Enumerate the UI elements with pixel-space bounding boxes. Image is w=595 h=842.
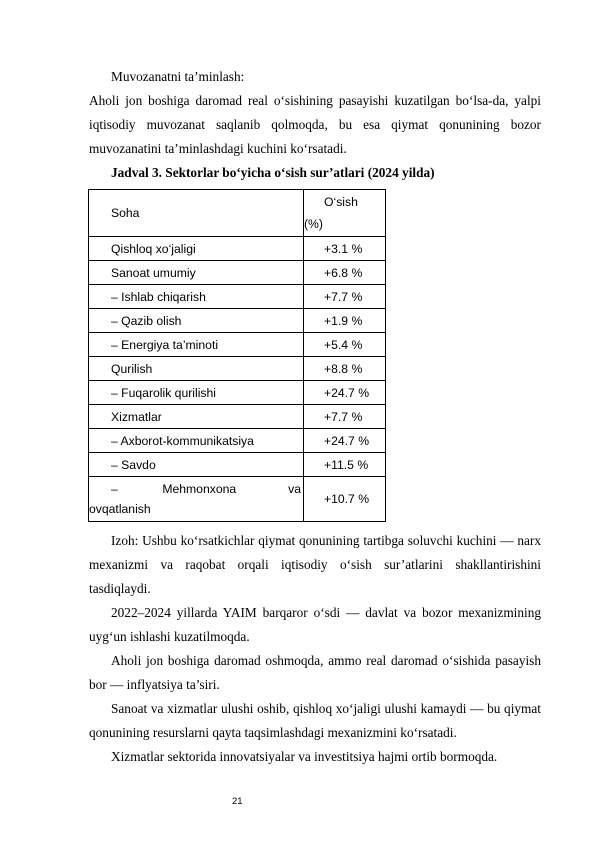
sector-cell: Sanoat umumiy xyxy=(89,261,304,285)
growth-cell: +8.8 % xyxy=(304,357,386,381)
table-row xyxy=(89,477,386,522)
intro-paragraph: Aholi jon boshiga daromad real o‘sishining pasayishi kuzatilgan bo‘lsa-da, yalpi iqtisodiy muvozanat saqlanib qolmoqda, bu esa qiymat qonunining bozor muvozanatini ta’minlashdagi kuchini ko‘rsatadi. xyxy=(89,93,541,156)
sector-cell: – Qazib olish xyxy=(89,309,304,333)
page-number: 21 xyxy=(232,796,243,807)
table-row xyxy=(89,429,386,453)
body-paragraph: 2022–2024 yillarda YAIM barqaror o‘sdi — davlat va bozor mexanizmining uyg‘un ishlashi kuzatilmoqda. xyxy=(89,605,541,644)
header-growth-line1: O‘sish xyxy=(324,195,358,209)
growth-cell: +24.7 % xyxy=(304,429,386,453)
growth-cell: +5.4 % xyxy=(304,333,386,357)
table-row xyxy=(89,309,386,333)
growth-cell: +24.7 % xyxy=(304,381,386,405)
note-paragraph: Izoh: Ushbu ko‘rsatkichlar qiymat qonunining tartibga soluvchi kuchini — narx mexanizmi va raqobat orqali iqtisodiy o‘sish sur’atlarini shakllantirishini tasdiqlaydi. xyxy=(89,533,541,596)
body-paragraph: Xizmatlar sektorida innovatsiyalar va investitsiya hajmi ortib bormoqda. xyxy=(111,749,498,764)
growth-cell: +7.7 % xyxy=(304,285,386,309)
intro-heading: Muvozanatni ta’minlash: xyxy=(111,69,245,84)
growth-cell: +6.8 % xyxy=(304,261,386,285)
sector-cell: Qishloq xo‘jaligi xyxy=(89,237,304,261)
sector-cell-line1: – Mehmonxona va xyxy=(111,482,301,496)
header-sector: Soha xyxy=(89,190,304,237)
sector-cell-line2: ovqatlanish xyxy=(89,502,151,516)
growth-cell: +11.5 % xyxy=(304,453,386,477)
sector-cell: Xizmatlar xyxy=(89,405,304,429)
table-row xyxy=(89,333,386,357)
sector-cell: – Savdo xyxy=(89,453,304,477)
growth-cell: +7.7 % xyxy=(304,405,386,429)
header-growth-line2: (%) xyxy=(304,217,323,231)
sector-cell: – Fuqarolik qurilishi xyxy=(89,381,304,405)
growth-cell: +3.1 % xyxy=(304,237,386,261)
growth-table xyxy=(88,189,386,522)
body-paragraph: Aholi jon boshiga daromad oshmoqda, ammo real daromad o‘sishida pasayish bor — inflyatsiya ta’siri. xyxy=(89,653,541,692)
sector-cell: – Axborot-kommunikatsiya xyxy=(89,429,304,453)
body-paragraph: Sanoat va xizmatlar ulushi oshib, qishloq xo‘jaligi ulushi kamaydi — bu qiymat qonunining resurslarni qayta taqsimlashdagi mexanizmini ko‘rsatadi. xyxy=(89,701,541,740)
sector-cell xyxy=(89,477,304,522)
table-row xyxy=(89,453,386,477)
growth-cell: +1.9 % xyxy=(304,309,386,333)
sector-cell: Qurilish xyxy=(89,357,304,381)
table-header-row xyxy=(89,190,386,237)
sector-cell: – Ishlab chiqarish xyxy=(89,285,304,309)
table-row xyxy=(89,381,386,405)
table-row xyxy=(89,237,386,261)
table-row xyxy=(89,285,386,309)
table-row xyxy=(89,357,386,381)
sector-cell: – Energiya ta’minoti xyxy=(89,333,304,357)
growth-cell: +10.7 % xyxy=(304,477,386,522)
table-row xyxy=(89,405,386,429)
table-row xyxy=(89,261,386,285)
header-growth xyxy=(304,190,386,237)
table-title: Jadval 3. Sektorlar bo‘yicha o‘sish sur’atlari (2024 yilda) xyxy=(111,165,435,180)
